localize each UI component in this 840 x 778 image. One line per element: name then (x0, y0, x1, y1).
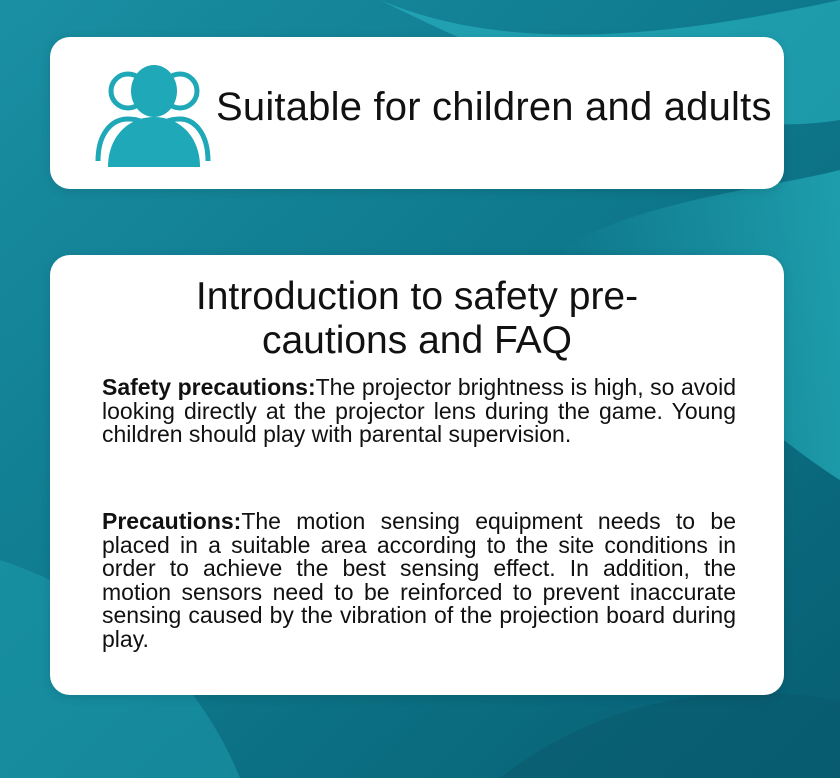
safety-precautions-paragraph (102, 376, 736, 447)
precautions-paragraph (102, 510, 736, 651)
audience-card (50, 37, 784, 189)
section-title-line-1: Introduction to safety pre- (195, 275, 639, 318)
people-group-icon (88, 57, 218, 169)
precautions-text: The motion sensing equipment needs to be placed in a suitable area according to the site conditions in order to achieve the best sensing effect. In addition, the motion sensors need to be reinforced to prevent inaccurate sensing caused by the vibration of the projection board during play. (102, 508, 736, 652)
audience-title: Suitable for children and adults (216, 85, 772, 129)
safety-precautions-text: The projector brightness is high, so avoid looking directly at the projector lens during the game. Young children should play with parental supervision. (102, 374, 736, 447)
section-title-line-2: cautions and FAQ (261, 319, 573, 362)
section-title (90, 275, 744, 363)
safety-info-card (50, 255, 784, 695)
safety-precautions-label: Safety precautions: (102, 374, 316, 400)
precautions-label: Precautions: (102, 508, 242, 534)
